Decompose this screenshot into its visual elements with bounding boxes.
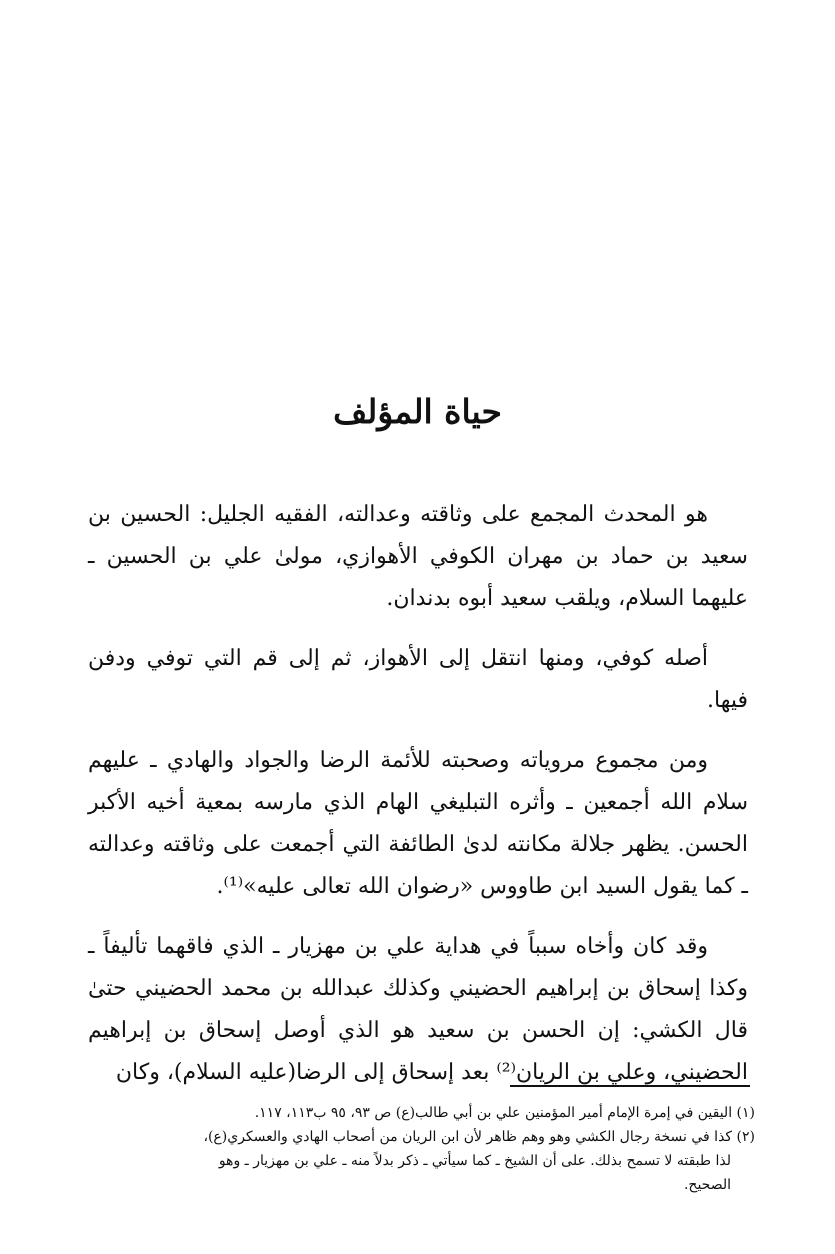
- footnote-2-line-2: لذا طبقته لا تسمح بذلك. على أن الشيخ ـ كما سيأتي ـ ذكر بدلاً منه ـ علي بن مهزيار ـ وهو: [218, 1153, 731, 1169]
- body-text: [88, 494, 748, 1112]
- footnote-2-line-1: (٢) كذا في نسخة رجال الكشي وهو وهم ظاهر لأن ابن الريان من أصحاب الهادي والعسكري(ع)،: [203, 1129, 755, 1145]
- paragraph-reputation: ومن مجموع مروياته وصحبته للأئمة الرضا والجواد والهادي ـ عليهم سلام الله أجمعين ـ وأثره التبليغي الهام الذي مارسه بمعية أخيه الأكبر الحسن. يظهر جلالة مكانته لدىٰ الطائفة التي أجمعت على وثاقته وعدالته ـ كما يقول السيد ابن طاووس «رضوان الله تعالى عليه»⁽¹⁾.: [88, 748, 748, 899]
- paragraph-author-identity: هو المحدث المجمع على وثاقته وعدالته، الفقيه الجليل: الحسين بن سعيد بن حماد بن مهران الكوفي الأهوازي، مولىٰ علي بن الحسين ـ عليهما السلام، ويلقب سعيد أبوه بدندان.: [88, 502, 748, 611]
- footnote-separator-line: [510, 1085, 750, 1087]
- footnote-2-line-3: الصحيح.: [683, 1177, 731, 1193]
- paragraph-origin: أصله كوفي، ومنها انتقل إلى الأهواز، ثم إلى قم التي توفي ودفن فيها.: [88, 646, 748, 713]
- footnotes: [100, 1101, 755, 1197]
- paragraph-guidance: وقد كان وأخاه سبباً في هداية علي بن مهزيار ـ الذي فاقهما تأليفاً ـ وكذا إسحاق بن إبراهيم الحضيني وكذلك عبدالله بن محمد الحضيني حتىٰ قال الكشي: إن الحسن بن سعيد هو الذي أوصل إسحاق بن إبراهيم الحضيني، وعلي بن الريان⁽²⁾ بعد إسحاق إلى الرضا(عليه السلام)، وكان: [88, 934, 748, 1085]
- chapter-title: حياة المؤلف: [333, 392, 502, 431]
- footnote-1: (١) اليقين في إمرة الإمام أمير المؤمنين علي بن أبي طالب(ع) ص ٩٣، ٩٥ ب١١٣، ١١٧.: [254, 1105, 755, 1121]
